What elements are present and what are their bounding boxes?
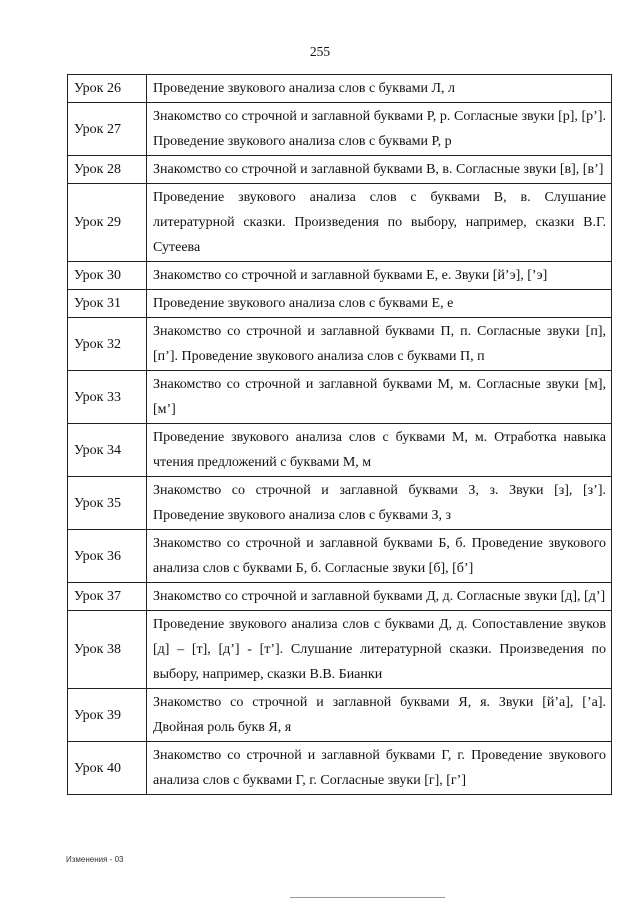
lesson-number: Урок 38 xyxy=(68,611,147,689)
lesson-number: Урок 31 xyxy=(68,290,147,318)
lesson-description: Проведение звукового анализа слов с буквами Д, д. Сопоставление звуков [д] – [т], [д’] - [т’]. Слушание литературной сказки. Произведения по выбору, например, сказки В.В. Бианки xyxy=(147,611,612,689)
lesson-description: Знакомство со строчной и заглавной буквами В, в. Согласные звуки [в], [в’] xyxy=(147,156,612,184)
lesson-number: Урок 27 xyxy=(68,103,147,156)
lesson-number: Урок 33 xyxy=(68,371,147,424)
scan-edge-divider xyxy=(290,897,445,898)
lesson-description: Знакомство со строчной и заглавной буквами З, з. Звуки [з], [з’]. Проведение звукового анализа слов с буквами З, з xyxy=(147,477,612,530)
lesson-description: Знакомство со строчной и заглавной буквами П, п. Согласные звуки [п], [п’]. Проведение звукового анализа слов с буквами П, п xyxy=(147,318,612,371)
table-row xyxy=(68,611,612,689)
footer-revision: Изменения - 03 xyxy=(66,855,124,864)
page-number: 255 xyxy=(309,44,331,59)
lesson-description: Проведение звукового анализа слов с буквами В, в. Слушание литературной сказки. Произведения по выбору, например, сказки В.Г. Сутеева xyxy=(147,184,612,262)
table-row xyxy=(68,318,612,371)
lesson-number: Урок 32 xyxy=(68,318,147,371)
lesson-number: Урок 34 xyxy=(68,424,147,477)
lesson-number: Урок 40 xyxy=(68,742,147,795)
table-row xyxy=(68,290,612,318)
table-row xyxy=(68,262,612,290)
lesson-number: Урок 37 xyxy=(68,583,147,611)
table-row xyxy=(68,156,612,184)
lesson-number: Урок 28 xyxy=(68,156,147,184)
table-row xyxy=(68,75,612,103)
table-row xyxy=(68,742,612,795)
lesson-description: Знакомство со строчной и заглавной буквами М, м. Согласные звуки [м], [м’] xyxy=(147,371,612,424)
lesson-description: Знакомство со строчной и заглавной буквами Е, е. Звуки [й’э], [’э] xyxy=(147,262,612,290)
lesson-number: Урок 39 xyxy=(68,689,147,742)
table-row xyxy=(68,371,612,424)
lesson-description: Знакомство со строчной и заглавной буквами Д, д. Согласные звуки [д], [д’] xyxy=(147,583,612,611)
table-row xyxy=(68,583,612,611)
lesson-number: Урок 36 xyxy=(68,530,147,583)
lesson-description: Знакомство со строчной и заглавной буквами Р, р. Согласные звуки [р], [р’]. Проведение звукового анализа слов с буквами Р, р xyxy=(147,103,612,156)
lesson-description: Знакомство со строчной и заглавной буквами Б, б. Проведение звукового анализа слов с буквами Б, б. Согласные звуки [б], [б’] xyxy=(147,530,612,583)
lesson-table xyxy=(67,74,612,795)
lesson-number: Урок 26 xyxy=(68,75,147,103)
lesson-description: Знакомство со строчной и заглавной буквами Г, г. Проведение звукового анализа слов с буквами Г, г. Согласные звуки [г], [г’] xyxy=(147,742,612,795)
table-row xyxy=(68,477,612,530)
lesson-description: Проведение звукового анализа слов с буквами М, м. Отработка навыка чтения предложений с буквами М, м xyxy=(147,424,612,477)
table-row xyxy=(68,530,612,583)
table-row xyxy=(68,184,612,262)
lesson-description: Проведение звукового анализа слов с буквами Е, е xyxy=(147,290,612,318)
table-row xyxy=(68,424,612,477)
lesson-number: Урок 29 xyxy=(68,184,147,262)
lesson-number: Урок 30 xyxy=(68,262,147,290)
table-row xyxy=(68,103,612,156)
lesson-description: Проведение звукового анализа слов с буквами Л, л xyxy=(147,75,612,103)
lesson-number: Урок 35 xyxy=(68,477,147,530)
table-row xyxy=(68,689,612,742)
lesson-description: Знакомство со строчной и заглавной буквами Я, я. Звуки [й’а], [’а]. Двойная роль букв Я, я xyxy=(147,689,612,742)
